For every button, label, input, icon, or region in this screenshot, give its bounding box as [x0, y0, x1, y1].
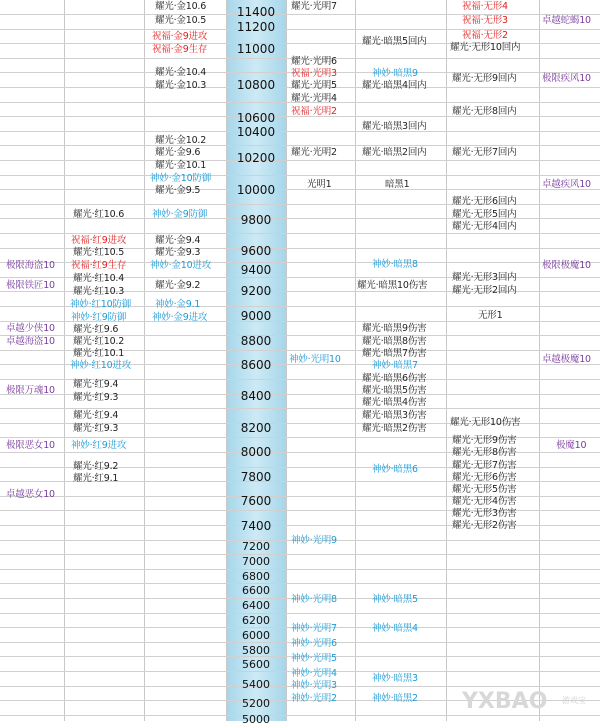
level-value: 8800 — [240, 334, 272, 348]
row-divider — [0, 569, 600, 570]
table-cell: 神妙·光明7 — [291, 623, 337, 634]
table-cell: 耀光·红10.4 — [73, 273, 125, 284]
watermark-logo — [456, 678, 600, 721]
level-value: 9800 — [240, 213, 272, 227]
table-cell: 卓越恶女10 — [6, 489, 55, 500]
table-cell: 卓越疾风10 — [542, 179, 591, 190]
table-cell: 光明1 — [307, 179, 332, 190]
table-cell: 耀光·光明5 — [291, 80, 337, 91]
table-cell: 神妙·红10进攻 — [70, 360, 132, 371]
level-value: 6800 — [242, 570, 270, 583]
table-cell: 神妙·红9进攻 — [71, 440, 127, 451]
table-cell: 耀光·金9.3 — [155, 247, 201, 258]
table-cell: 祝福·无形2 — [462, 30, 508, 41]
table-cell: 神妙·金9进攻 — [152, 312, 208, 323]
level-value: 11000 — [236, 42, 276, 56]
table-cell: 耀光·暗黑9伤害 — [362, 323, 427, 334]
table-cell: 耀光·金10.5 — [155, 15, 207, 26]
table-cell: 耀光·无形2回内 — [452, 285, 517, 296]
table-cell: 耀光·无形6回内 — [452, 196, 517, 207]
table-cell: 极魔10 — [556, 440, 587, 451]
level-value: 6600 — [242, 584, 270, 597]
level-value: 10800 — [236, 78, 276, 92]
level-value: 8600 — [240, 358, 272, 372]
table-cell: 耀光·无形4伤害 — [452, 496, 517, 507]
table-cell: 卓越极魔10 — [542, 354, 591, 365]
level-value: 6400 — [242, 599, 270, 612]
table-cell: 耀光·无形8回内 — [452, 106, 517, 117]
table-cell: 耀光·无形4回内 — [452, 221, 517, 232]
table-cell: 耀光·红10.6 — [73, 209, 125, 220]
row-divider — [0, 613, 600, 614]
table-cell: 耀光·金10.3 — [155, 80, 207, 91]
row-divider — [0, 131, 600, 132]
level-value: 6200 — [242, 614, 270, 627]
table-cell: 神妙·金10进攻 — [150, 260, 212, 271]
table-cell: 神妙·暗黑8 — [372, 259, 418, 270]
table-cell: 祝福·光明3 — [291, 68, 337, 79]
table-cell: 极限万魂10 — [6, 385, 55, 396]
table-cell: 极限极魔10 — [542, 260, 591, 271]
table-cell: 神妙·暗黑2 — [372, 693, 418, 704]
level-value: 8000 — [240, 445, 272, 459]
table-cell: 耀光·无形5回内 — [452, 209, 517, 220]
level-value: 6000 — [242, 629, 270, 642]
row-divider — [0, 145, 600, 146]
table-cell: 耀光·无形10回内 — [450, 42, 521, 53]
table-cell: 卓越少侠10 — [6, 323, 55, 334]
table-cell: 祝福·红9生存 — [71, 260, 127, 271]
table-cell: 极限铁匠10 — [6, 280, 55, 291]
row-divider — [0, 583, 600, 584]
table-cell: 卓越蛇蝎10 — [542, 15, 591, 26]
table-cell: 神妙·光明3 — [291, 680, 337, 691]
table-cell: 神妙·暗黑3 — [372, 673, 418, 684]
level-value: 8200 — [240, 421, 272, 435]
watermark-brand: YXBAO — [462, 689, 548, 714]
table-cell: 耀光·红9.3 — [73, 423, 119, 434]
table-cell: 暗黑1 — [385, 179, 410, 190]
level-value: 7800 — [240, 470, 272, 484]
table-cell: 耀光·暗黑3回内 — [362, 121, 427, 132]
table-cell: 耀光·光明2 — [291, 147, 337, 158]
table-cell: 神妙·金10防御 — [150, 173, 212, 184]
level-value: 5000 — [242, 713, 270, 726]
level-value: 11200 — [236, 20, 276, 34]
table-cell: 耀光·红9.3 — [73, 392, 119, 403]
table-cell: 耀光·无形5伤害 — [452, 484, 517, 495]
table-cell: 耀光·金9.4 — [155, 235, 201, 246]
row-divider — [0, 189, 600, 190]
table-cell: 祝福·无形3 — [462, 15, 508, 26]
level-value: 5800 — [242, 644, 270, 657]
table-cell: 耀光·金9.5 — [155, 185, 201, 196]
table-cell: 耀光·无形3回内 — [452, 272, 517, 283]
table-cell: 神妙·暗黑4 — [372, 623, 418, 634]
table-cell: 极限海盗10 — [6, 260, 55, 271]
table-cell: 极限恶女10 — [6, 440, 55, 451]
table-cell: 耀光·红10.5 — [73, 247, 125, 258]
table-cell: 耀光·金10.2 — [155, 135, 207, 146]
table-cell: 耀光·金9.2 — [155, 280, 201, 291]
level-value: 8400 — [240, 389, 272, 403]
table-cell: 耀光·暗黑7伤害 — [362, 348, 427, 359]
table-cell: 祝福·光明2 — [291, 106, 337, 117]
table-cell: 祝福·无形4 — [462, 1, 508, 12]
level-value: 7200 — [242, 540, 270, 553]
table-cell: 耀光·光明6 — [291, 56, 337, 67]
table-cell: 耀光·红9.2 — [73, 461, 119, 472]
level-value: 10400 — [236, 125, 276, 139]
table-cell: 神妙·光明5 — [291, 653, 337, 664]
level-value: 9400 — [240, 263, 272, 277]
table-cell: 耀光·无形9伤害 — [452, 435, 517, 446]
table-cell: 耀光·暗黑4伤害 — [362, 397, 427, 408]
table-cell: 神妙·光明2 — [291, 693, 337, 704]
level-value: 9200 — [240, 284, 272, 298]
table-cell: 祝福·金9生存 — [152, 44, 208, 55]
row-divider — [0, 233, 600, 234]
row-divider — [0, 408, 600, 409]
table-cell: 祝福·金9进攻 — [152, 31, 208, 42]
table-cell: 耀光·金10.1 — [155, 160, 207, 171]
level-value: 5400 — [242, 678, 270, 691]
table-cell: 耀光·暗黑5伤害 — [362, 385, 427, 396]
level-value: 5600 — [242, 658, 270, 671]
row-divider — [0, 14, 600, 15]
table-cell: 耀光·红9.1 — [73, 473, 119, 484]
table-cell: 耀光·暗黑4回内 — [362, 80, 427, 91]
level-value: 10200 — [236, 151, 276, 165]
table-cell: 神妙·金9防御 — [152, 209, 208, 220]
table-cell: 神妙·红9防御 — [71, 312, 127, 323]
level-value: 11400 — [236, 5, 276, 19]
table-cell: 耀光·红9.4 — [73, 379, 119, 390]
level-value: 10600 — [236, 111, 276, 125]
table-cell: 无形1 — [478, 310, 503, 321]
table-cell: 耀光·红9.4 — [73, 410, 119, 421]
level-value: 9000 — [240, 309, 272, 323]
table-cell: 耀光·无形7伤害 — [452, 460, 517, 471]
level-value: 7400 — [240, 519, 272, 533]
table-cell: 极限疾风10 — [542, 73, 591, 84]
table-cell: 神妙·暗黑6 — [372, 464, 418, 475]
table-cell: 耀光·红10.2 — [73, 336, 125, 347]
table-cell: 耀光·暗黑8伤害 — [362, 336, 427, 347]
table-cell: 耀光·红10.1 — [73, 348, 125, 359]
table-cell: 祝福·红9进攻 — [71, 235, 127, 246]
table-cell: 耀光·暗黑2伤害 — [362, 423, 427, 434]
table-cell: 耀光·暗黑10伤害 — [357, 280, 428, 291]
table-cell: 卓越海盗10 — [6, 336, 55, 347]
table-cell: 神妙·暗黑7 — [372, 360, 418, 371]
table-cell: 神妙·暗黑9 — [372, 68, 418, 79]
table-cell: 耀光·无形10伤害 — [450, 417, 521, 428]
table-cell: 耀光·无形2伤害 — [452, 520, 517, 531]
level-value: 7600 — [240, 494, 272, 508]
row-divider — [0, 175, 600, 176]
table-cell: 耀光·金9.6 — [155, 147, 201, 158]
table-cell: 耀光·红9.6 — [73, 324, 119, 335]
table-cell: 耀光·暗黑5回内 — [362, 36, 427, 47]
level-value: 5200 — [242, 697, 270, 710]
table-cell: 耀光·无形8伤害 — [452, 447, 517, 458]
table-cell: 耀光·暗黑3伤害 — [362, 410, 427, 421]
watermark-sub: 游戏宝 — [562, 696, 586, 705]
row-divider — [0, 29, 600, 30]
table-cell: 耀光·金10.4 — [155, 67, 207, 78]
table-cell: 神妙·光明9 — [291, 535, 337, 546]
table-cell: 耀光·无形3伤害 — [452, 508, 517, 519]
table-cell: 耀光·红10.3 — [73, 286, 125, 297]
table-cell: 神妙·光明6 — [291, 638, 337, 649]
table-cell: 耀光·暗黑6伤害 — [362, 373, 427, 384]
row-divider — [0, 554, 600, 555]
level-value: 7000 — [242, 555, 270, 568]
table-cell: 耀光·无形9回内 — [452, 73, 517, 84]
table-cell: 耀光·金10.6 — [155, 1, 207, 12]
table-cell: 耀光·无形7回内 — [452, 147, 517, 158]
table-cell: 神妙·金9.1 — [155, 299, 201, 310]
table-cell: 神妙·红10防御 — [70, 299, 132, 310]
table-cell: 神妙·光明8 — [291, 594, 337, 605]
table-cell: 神妙·暗黑5 — [372, 594, 418, 605]
table-cell: 耀光·暗黑2回内 — [362, 147, 427, 158]
level-value: 9600 — [240, 244, 272, 258]
row-divider — [0, 160, 600, 161]
table-cell: 神妙·光明4 — [291, 668, 337, 679]
table-cell: 耀光·无形6伤害 — [452, 472, 517, 483]
level-value: 10000 — [236, 183, 276, 197]
table-cell: 神妙·光明10 — [289, 354, 341, 365]
table-cell: 耀光·光明4 — [291, 93, 337, 104]
table-cell: 耀光·光明7 — [291, 1, 337, 12]
